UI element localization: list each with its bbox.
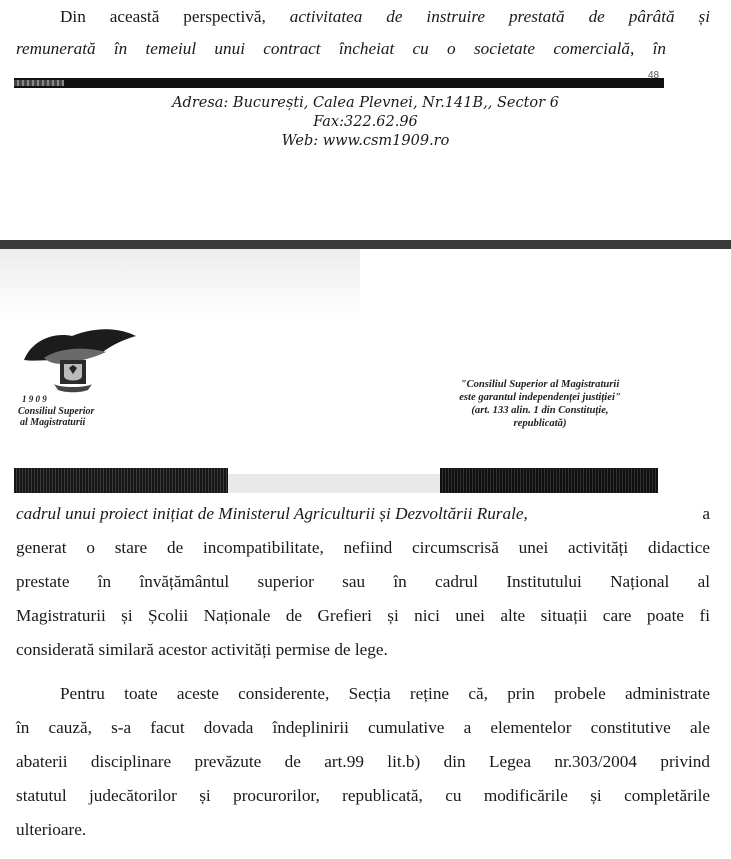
- body-p2-line-4: statutul judecătorilor și procurorilor, republicată, cu modificările și completările: [16, 786, 710, 805]
- body-p2-line-3: abaterii disciplinare prevăzute de art.99 lit.b) din Legea nr.303/2004 privind: [16, 752, 710, 771]
- footer-fax: Fax:322.62.96: [313, 114, 418, 130]
- top-paragraph-line-2: [16, 38, 666, 60]
- body-p2-line-2: în cauză, s-a facut dovada îndeplinirii cumulative a elementelor constitutive ale: [16, 718, 710, 737]
- motto-line-1: "Consiliul Superior al Magistraturii: [460, 379, 620, 390]
- top-line-1-plain: Din această perspectivă,: [60, 7, 290, 26]
- csm-logo: [14, 318, 142, 428]
- page-number: 48: [648, 70, 660, 81]
- header-motto: [440, 378, 640, 430]
- top-line-1-italic: activitatea de instruire prestată de pârâtă și: [289, 7, 710, 26]
- logo-year: 1 9 0 9: [22, 394, 47, 404]
- page-separator: [0, 240, 731, 249]
- body-p1-line-1: [16, 503, 710, 525]
- motto-line-4: republicată): [513, 418, 567, 429]
- body-p1-line-1-tail: a: [702, 504, 710, 523]
- body-p1-line-1-italic: cadrul unui proiect inițiat de Ministerul Agriculturii și Dezvoltării Rurale,: [16, 504, 528, 523]
- motto-line-3: (art. 133 alin. 1 din Constituție,: [471, 405, 609, 416]
- csm-emblem-icon: [24, 329, 136, 392]
- body-p1-line-3: prestate în învățământul superior sau în cadrul Institutului Național al: [16, 572, 710, 591]
- motto-line-2: este garantul independenței justiției": [459, 392, 621, 403]
- logo-caption-line-1: Consiliul Superior: [18, 406, 95, 417]
- footer-rule: [14, 78, 664, 88]
- body-p1-line-2: generat o stare de incompatibilitate, nefiind circumscrisă unei activități didactice: [16, 538, 710, 557]
- body-p1-line-5: considerată similară acestor activități permise de lege.: [16, 640, 388, 659]
- body-p1-line-4: Magistraturii și Școlii Naționale de Grefieri și nici unei alte situații care poate fi: [16, 606, 710, 625]
- scan-shadow: [0, 249, 360, 319]
- body-p2-line-1: Pentru toate aceste considerente, Secția reține că, prin probele administrate: [60, 684, 710, 703]
- footer-web: Web: www.csm1909.ro: [281, 133, 450, 149]
- top-line-2-italic: remunerată în temeiul unui contract încheiat cu o societate comercială, în: [16, 39, 666, 58]
- footer-rule-texture: [14, 80, 64, 86]
- header-band-middle: [228, 474, 440, 493]
- logo-caption-line-2: al Magistraturii: [20, 417, 86, 428]
- top-paragraph-line-1: [60, 6, 710, 28]
- header-band-right: [440, 468, 658, 493]
- header-band-left: [14, 468, 228, 493]
- footer-address: Adresa: București, Calea Plevnei, Nr.141B,, Sector 6: [172, 95, 559, 111]
- body-p2-line-5: ulterioare.: [16, 820, 87, 839]
